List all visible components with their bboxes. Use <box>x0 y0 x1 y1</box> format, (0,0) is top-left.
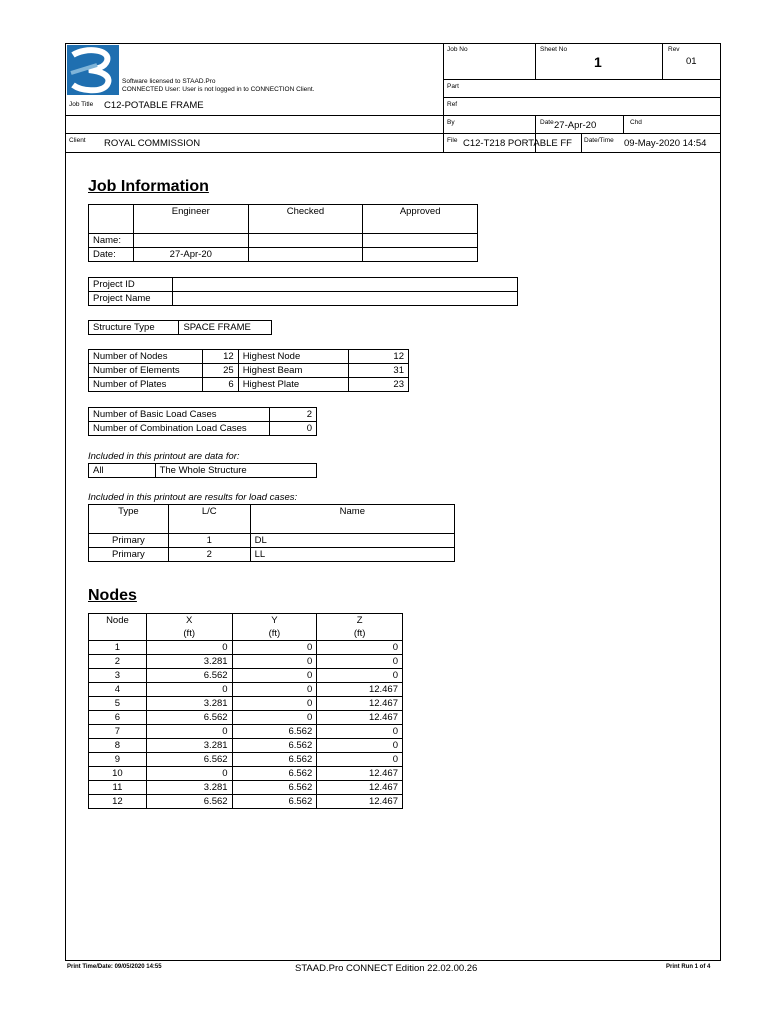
rev-value: 01 <box>686 56 697 67</box>
node-x: 0 <box>146 683 232 697</box>
table-row <box>89 767 403 781</box>
col-approved: Approved <box>363 205 478 234</box>
node-id: 10 <box>89 767 147 781</box>
table-row <box>89 278 518 292</box>
ref-label: Ref <box>447 101 458 108</box>
date-value: 27-Apr-20 <box>554 120 597 131</box>
node-z: 12.467 <box>317 711 403 725</box>
table-row <box>89 753 403 767</box>
lc-type: Primary <box>89 548 169 562</box>
job-title-label: Job Title <box>69 101 94 108</box>
elements-label: Number of Elements <box>89 364 203 378</box>
table-row <box>89 669 403 683</box>
table-cell <box>133 234 248 248</box>
combination-load-cases-value: 0 <box>269 422 316 436</box>
included-results-heading: Included in this printout are results for load cases: <box>88 492 298 503</box>
node-z: 12.467 <box>317 767 403 781</box>
table-row <box>89 321 272 335</box>
engineer-date: 27-Apr-20 <box>133 248 248 262</box>
node-z: 12.467 <box>317 697 403 711</box>
col-x: X <box>146 614 232 628</box>
table-row <box>89 781 403 795</box>
included-scope-description: The Whole Structure <box>155 464 316 478</box>
sheet-no-label: Sheet No <box>540 46 568 53</box>
client-label: Client <box>69 137 86 144</box>
node-x: 3.281 <box>146 781 232 795</box>
project-id-label: Project ID <box>89 278 173 292</box>
unit-z: (ft) <box>317 627 403 641</box>
node-x: 0 <box>146 767 232 781</box>
nodes-label: Number of Nodes <box>89 350 203 364</box>
node-y: 0 <box>232 641 317 655</box>
project-name-value <box>172 292 517 306</box>
header-line <box>65 133 721 134</box>
datetime-label: Date/Time <box>584 137 614 144</box>
node-y: 0 <box>232 655 317 669</box>
table-row <box>89 364 409 378</box>
job-no-label: Job No <box>447 46 468 53</box>
plates-value: 6 <box>202 378 238 392</box>
plates-label: Number of Plates <box>89 378 203 392</box>
basic-load-cases-label: Number of Basic Load Cases <box>89 408 270 422</box>
node-z: 12.467 <box>317 795 403 809</box>
table-row <box>89 534 455 548</box>
table-row <box>89 292 518 306</box>
node-x: 3.281 <box>146 655 232 669</box>
datetime-value: 09-May-2020 14:54 <box>624 138 707 149</box>
structure-type-value: SPACE FRAME <box>179 321 272 335</box>
company-logo <box>67 45 119 95</box>
header-line <box>443 97 721 98</box>
node-id: 9 <box>89 753 147 767</box>
col-engineer: Engineer <box>133 205 248 234</box>
node-id: 8 <box>89 739 147 753</box>
node-y: 0 <box>232 683 317 697</box>
included-data-heading: Included in this printout are data for: <box>88 451 240 462</box>
col-z: Z <box>317 614 403 628</box>
col-node: Node <box>89 614 147 628</box>
included-data-table <box>88 463 317 478</box>
table-cell <box>363 234 478 248</box>
node-y: 6.562 <box>232 781 317 795</box>
node-id: 1 <box>89 641 147 655</box>
node-id: 2 <box>89 655 147 669</box>
load-case-results-table <box>88 504 455 562</box>
table-row <box>89 205 478 234</box>
file-value: C12-T218 PORTABLE FF <box>463 138 572 149</box>
header-line <box>443 43 444 152</box>
node-x: 6.562 <box>146 711 232 725</box>
job-information-title: Job Information <box>88 178 209 195</box>
node-z: 0 <box>317 641 403 655</box>
node-z: 0 <box>317 725 403 739</box>
table-row <box>89 350 409 364</box>
by-label: By <box>447 119 455 126</box>
table-row <box>89 505 455 534</box>
load-cases-table <box>88 407 317 436</box>
print-run: Print Run 1 of 4 <box>666 964 711 970</box>
lc-name: LL <box>250 548 454 562</box>
header-line <box>623 115 624 133</box>
col-y: Y <box>232 614 317 628</box>
node-id: 3 <box>89 669 147 683</box>
table-row <box>89 614 403 628</box>
table-row <box>89 655 403 669</box>
sheet-no-value: 1 <box>594 54 602 70</box>
software-license-text: Software licensed to STAAD.Pro <box>122 78 216 85</box>
structure-type-label: Structure Type <box>89 321 179 335</box>
node-z: 12.467 <box>317 683 403 697</box>
table-row <box>89 408 317 422</box>
highest-beam-value: 31 <box>349 364 409 378</box>
included-scope: All <box>89 464 156 478</box>
table-cell <box>89 627 147 641</box>
client-value: ROYAL COMMISSION <box>104 138 201 149</box>
highest-node-value: 12 <box>349 350 409 364</box>
table-row <box>89 378 409 392</box>
table-cell <box>248 248 363 262</box>
lc-name: DL <box>250 534 454 548</box>
print-time: Print Time/Date: 09/05/2020 14:55 <box>67 964 162 970</box>
chd-label: Chd <box>630 119 642 126</box>
table-row <box>89 641 403 655</box>
header-line <box>65 152 721 153</box>
col-name: Name <box>250 505 454 534</box>
table-cell <box>363 248 478 262</box>
connected-user-text: CONNECTED User: User is not logged in to CONNECTION Client. <box>122 86 315 93</box>
node-id: 7 <box>89 725 147 739</box>
table-cell <box>248 234 363 248</box>
node-z: 0 <box>317 753 403 767</box>
date-row-label: Date: <box>89 248 134 262</box>
highest-beam-label: Highest Beam <box>238 364 349 378</box>
node-z: 0 <box>317 739 403 753</box>
combination-load-cases-label: Number of Combination Load Cases <box>89 422 270 436</box>
project-table <box>88 277 518 306</box>
table-row <box>89 464 317 478</box>
table-cell <box>89 205 134 234</box>
node-x: 0 <box>146 725 232 739</box>
node-x: 6.562 <box>146 795 232 809</box>
nodes-table <box>88 613 403 809</box>
node-x: 0 <box>146 641 232 655</box>
name-label: Name: <box>89 234 134 248</box>
table-row <box>89 725 403 739</box>
node-y: 6.562 <box>232 739 317 753</box>
node-x: 3.281 <box>146 697 232 711</box>
node-y: 0 <box>232 711 317 725</box>
node-y: 6.562 <box>232 767 317 781</box>
node-rows <box>89 641 403 809</box>
node-id: 6 <box>89 711 147 725</box>
part-label: Part <box>447 83 459 90</box>
col-lc: L/C <box>168 505 250 534</box>
node-y: 6.562 <box>232 753 317 767</box>
nodes-value: 12 <box>202 350 238 364</box>
table-row <box>89 248 478 262</box>
node-y: 6.562 <box>232 795 317 809</box>
highest-node-label: Highest Node <box>238 350 349 364</box>
unit-y: (ft) <box>232 627 317 641</box>
node-id: 12 <box>89 795 147 809</box>
date-label: Date <box>540 119 554 126</box>
header-line <box>581 133 582 152</box>
table-row <box>89 422 317 436</box>
project-id-value <box>172 278 517 292</box>
lc-number: 2 <box>168 548 250 562</box>
project-name-label: Project Name <box>89 292 173 306</box>
table-row <box>89 739 403 753</box>
node-y: 0 <box>232 697 317 711</box>
highest-plate-label: Highest Plate <box>238 378 349 392</box>
node-z: 12.467 <box>317 781 403 795</box>
col-type: Type <box>89 505 169 534</box>
lc-number: 1 <box>168 534 250 548</box>
highest-plate-value: 23 <box>349 378 409 392</box>
node-id: 11 <box>89 781 147 795</box>
node-x: 6.562 <box>146 669 232 683</box>
software-edition: STAAD.Pro CONNECT Edition 22.02.00.26 <box>295 963 478 974</box>
table-row <box>89 683 403 697</box>
node-y: 6.562 <box>232 725 317 739</box>
structure-type-table <box>88 320 272 335</box>
table-row <box>89 548 455 562</box>
job-info-table <box>88 204 478 262</box>
rev-label: Rev <box>668 46 680 53</box>
table-row <box>89 234 478 248</box>
counts-table <box>88 349 409 392</box>
node-y: 0 <box>232 669 317 683</box>
elements-value: 25 <box>202 364 238 378</box>
table-row <box>89 627 403 641</box>
col-checked: Checked <box>248 205 363 234</box>
nodes-title: Nodes <box>88 587 137 604</box>
node-id: 4 <box>89 683 147 697</box>
unit-x: (ft) <box>146 627 232 641</box>
table-row <box>89 697 403 711</box>
node-z: 0 <box>317 669 403 683</box>
file-label: File <box>447 137 458 144</box>
node-z: 0 <box>317 655 403 669</box>
node-x: 6.562 <box>146 753 232 767</box>
node-x: 3.281 <box>146 739 232 753</box>
job-title-value: C12-POTABLE FRAME <box>104 100 204 111</box>
table-row <box>89 711 403 725</box>
basic-load-cases-value: 2 <box>269 408 316 422</box>
lc-type: Primary <box>89 534 169 548</box>
table-row <box>89 795 403 809</box>
node-id: 5 <box>89 697 147 711</box>
